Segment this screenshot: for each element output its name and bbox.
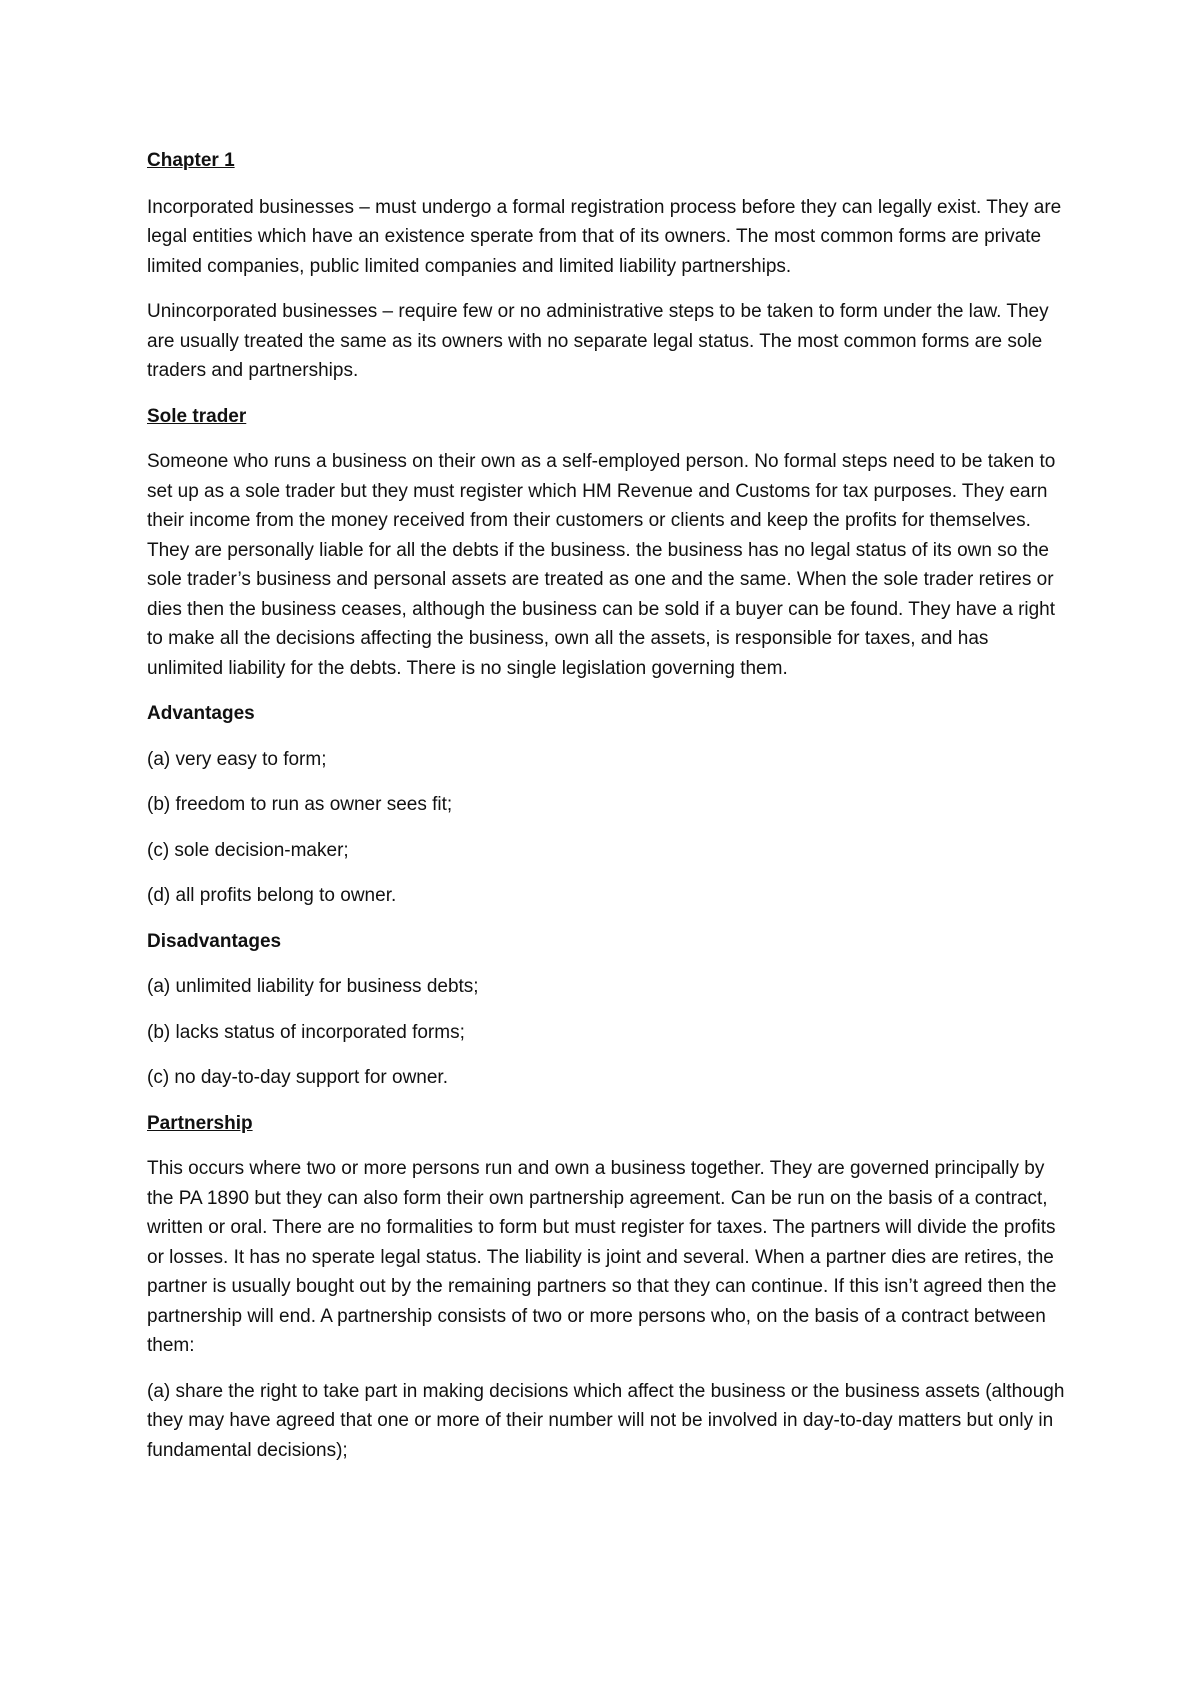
disadvantage-item: (b) lacks status of incorporated forms; — [147, 1021, 465, 1043]
unincorporated-paragraph: Unincorporated businesses – require few or no administrative steps to be taken to form under the law. They are usually treated the same as its owners with no separate legal status. The most common forms are sole traders and partnerships. — [147, 301, 1049, 381]
advantage-item: (d) all profits belong to owner. — [147, 885, 397, 906]
document-page — [147, 146, 1067, 1481]
partnership-heading: Partnership — [147, 1112, 253, 1134]
partnership-paragraph: This occurs where two or more persons run and own a business together. They are governed principally by the PA 1890 but they can also form their own partnership agreement. Can be run on the basis of a contract, written or oral. There are no formalities to form but must register for taxes. The partners will divide the profits or losses. It has no sperate legal status. The liability is joint and several. When a partner dies are retires, the partner is usually bought out by the remaining partners so that they can continue. If this isn’t agreed then the partnership will end. A partnership consists of two or more persons who, on the basis of a contract between them: — [147, 1158, 1057, 1356]
disadvantage-item: (c) no day-to-day support for owner. — [147, 1067, 448, 1088]
advantage-item: (a) very easy to form; — [147, 748, 327, 770]
disadvantage-item: (a) unlimited liability for business debts; — [147, 976, 479, 997]
partnership-item: (a) share the right to take part in making decisions which affect the business or the business assets (although they may have agreed that one or more of their number will not be involved in day-to-day matters but only in fundamental decisions); — [147, 1380, 1065, 1461]
incorporated-paragraph: Incorporated businesses – must undergo a formal registration process before they can legally exist. They are legal entities which have an existence sperate from that of its owners. The most common forms are private limited companies, public limited companies and limited liability partnerships. — [147, 196, 1062, 277]
sole-trader-heading: Sole trader — [147, 405, 247, 427]
chapter-title: Chapter 1 — [147, 150, 235, 171]
sole-trader-paragraph: Someone who runs a business on their own as a self-employed person. No formal steps need to be taken to set up as a sole trader but they must register which HM Revenue and Customs for tax purposes. They earn their income from the money received from their customers or clients and keep the profits for themselves. They are personally liable for all the debts if the business. the business has no legal status of its own so the sole trader’s business and personal assets are treated as one and the same. When the sole trader retires or dies then the business ceases, although the business can be sold if a buyer can be found. They have a right to make all the decisions affecting the business, own all the assets, is responsible for taxes, and has unlimited liability for the debts. There is no single legislation governing them. — [147, 451, 1056, 679]
disadvantages-heading: Disadvantages — [147, 930, 282, 952]
advantages-heading: Advantages — [147, 703, 255, 724]
advantage-item: (c) sole decision-maker; — [147, 839, 349, 861]
advantage-item: (b) freedom to run as owner sees fit; — [147, 794, 453, 815]
